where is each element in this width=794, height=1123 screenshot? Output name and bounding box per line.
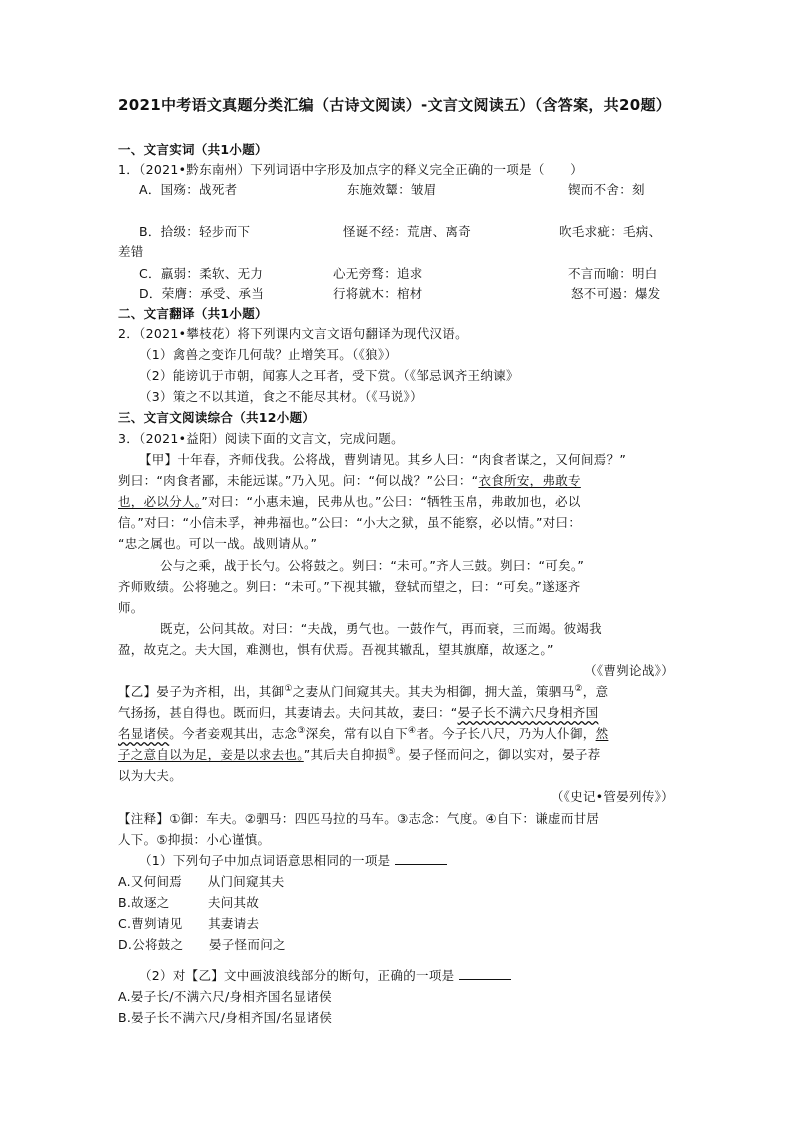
q1-option-a-2: 东施效颦：皱眉 [347, 182, 437, 197]
note-marker-3: ③ [297, 725, 306, 736]
sub2-option-a: A.晏子长/不满六尺/身相齐国名显诸侯 [118, 989, 332, 1004]
q1-option-c-1: C．羸弱：柔软、无力 [139, 266, 264, 281]
underlined-sentence-yi-cont: 子之意自以为足，妾是以求去也。 [118, 747, 304, 762]
note-marker-2: ② [574, 683, 583, 694]
sub1-option-c: C.曹刿请见 其妻请去 [118, 916, 260, 931]
passage-jia-p2-line-1: 公与之乘，战于长勺。公将鼓之。刿曰：“未可。”齐人三鼓。刿曰：“可矣。” [160, 558, 585, 573]
question-2-stem: 2．（2021•攀枝花）将下列课内文言文语句翻译为现代汉语。 [118, 326, 468, 341]
q1-option-c-2: 心无旁骛：追求 [333, 266, 423, 281]
passage-yi-line-2: 气扬扬，甚自得也。既而归，其妻请去。夫问其故，妻曰：“晏子长不满六尺身相齐国 [118, 705, 599, 720]
q1-option-b-1: B．拾级：轻步而下 [139, 224, 251, 239]
passage-jia-p3-line-1: 既克，公问其故。对曰：“夫战，勇气也。一鼓作气，再而衰，三而竭。彼竭我 [160, 621, 602, 636]
passage-yi-line-1: 【乙】晏子为齐相，出，其御①之妻从门间窥其夫。其夫为相御，拥大盖，策驷马②，意 [118, 683, 609, 699]
note-marker-1: ① [284, 683, 293, 694]
passage-yi-line-4: 子之意自以为足，妾是以求去也。”其后夫自抑损⑤。晏子怪而问之，御以实对，晏子荐 [118, 746, 601, 762]
sub-question-1: （1）下列句子中加点词语意思相同的一项是 [139, 852, 447, 870]
page-title: 2021中考语文真题分类汇编（古诗文阅读）-文言文阅读五）（含答案，共20题） [118, 96, 672, 114]
q1-option-a-1: A．国殇：战死者 [139, 182, 238, 197]
sub1-option-a: A.又何间焉 从门间窥其夫 [118, 874, 285, 889]
passage-jia-line-4: 信。”对曰：“小信未孚，神弗福也。”公曰：“小大之狱，虽不能察，必以情。”对曰： [118, 515, 582, 530]
q2-item-1: （1）禽兽之变诈几何哉？止增笑耳。（《狼》） [139, 347, 398, 362]
q1-option-c-3: 不言而喻：明白 [568, 266, 658, 281]
section-heading-2: 二、文言翻译（共1小题） [118, 306, 268, 321]
passage-jia-p3-line-2: 盈，故克之。夫大国，难测也，惧有伏焉。吾视其辙乱，望其旗靡，故逐之。” [118, 642, 554, 657]
sub-question-2: （2）对【乙】文中画波浪线部分的断句，正确的一项是 [139, 967, 511, 985]
q1-option-b-4: 差错 [118, 244, 144, 259]
sub2-option-b: B.晏子长不满六尺/身相齐国/名显诸侯 [118, 1010, 333, 1025]
answer-blank-1[interactable] [395, 852, 447, 865]
passage-jia-source: （《曹刿论战》） [584, 663, 674, 678]
wavy-underlined-phrase-cont: 名显诸侯 [118, 726, 170, 741]
question-1-stem: 1．（2021•黔东南州）下列词语中字形及加点字的释义完全正确的一项是（ ） [118, 162, 584, 177]
passage-yi-line-5: 以为大夫。 [118, 768, 183, 783]
q1-option-b-3: 吹毛求疵：毛病、 [559, 224, 662, 239]
note-marker-4: ④ [408, 725, 417, 736]
answer-blank-2[interactable] [459, 967, 511, 980]
underlined-sentence: 衣食所安，弗敢专 [478, 473, 581, 488]
underlined-sentence-yi: 然 [595, 726, 609, 741]
section-heading-3: 三、文言文阅读综合（共12小题） [118, 410, 316, 425]
note-marker-5: ⑤ [387, 746, 396, 757]
annotation-line-1: 【注释】①御：车夫。②驷马：四匹马拉的马车。③志念：气度。④自下：谦虚而甘居 [118, 811, 600, 826]
q1-option-d-3: 怒不可遏：爆发 [571, 286, 661, 301]
question-3-stem: 3．（2021•益阳）阅读下面的文言文，完成问题。 [118, 431, 404, 446]
annotation-line-2: 人下。⑤抑损：小心谨慎。 [118, 832, 271, 847]
passage-jia-line-2: 刿曰：“肉食者鄙，未能远谋。”乃入见。问：“何以战？”公曰：“衣食所安，弗敢专 [118, 473, 581, 488]
wavy-underlined-phrase: 晏子长不满六尺身相齐国 [457, 705, 599, 720]
sub1-option-d: D.公将鼓之 晏子怪而问之 [118, 937, 286, 952]
passage-jia-p2-line-3: 师。 [118, 600, 144, 615]
underlined-sentence-cont: 也，必以分人。 [118, 494, 202, 509]
q2-item-2: （2）能谤讥于市朝，闻寡人之耳者，受下赏。（《邹忌讽齐王纳谏》 [139, 368, 519, 383]
section-heading-1: 一、文言实词（共1小题） [118, 142, 268, 157]
passage-yi-line-3: 名显诸侯。今者妾观其出，志念③深矣，常有以自下④者。今子长八尺，乃为人仆御，然 [118, 725, 609, 741]
q1-option-d-1: D．荣膺：承受、承当 [139, 286, 265, 301]
passage-jia-line-3: 也，必以分人。”对曰：“小惠未遍，民弗从也。”公曰：“牺牲玉帛，弗敢加也，必以 [118, 494, 581, 509]
sub1-option-b: B.故逐之 夫问其故 [118, 895, 260, 910]
q1-option-a-3: 锲而不舍：刻 [568, 182, 645, 197]
passage-jia-line-1: 【甲】十年春，齐师伐我。公将战，曹刿请见。其乡人曰：“肉食者谋之，又何间焉？” [139, 452, 627, 467]
passage-jia-line-5: “忠之属也。可以一战。战则请从。” [118, 536, 318, 551]
q2-item-3: （3）策之不以其道，食之不能尽其材。（《马说》） [139, 389, 423, 404]
passage-yi-source: （《史记•管晏列传》） [550, 789, 674, 804]
passage-jia-p2-line-2: 齐师败绩。公将驰之。刿曰：“未可。”下视其辙，登轼而望之，曰：“可矣。”遂逐齐 [118, 579, 581, 594]
q1-option-b-2: 怪诞不经：荒唐、离奇 [343, 224, 472, 239]
q1-option-d-2: 行将就木：棺材 [333, 286, 423, 301]
